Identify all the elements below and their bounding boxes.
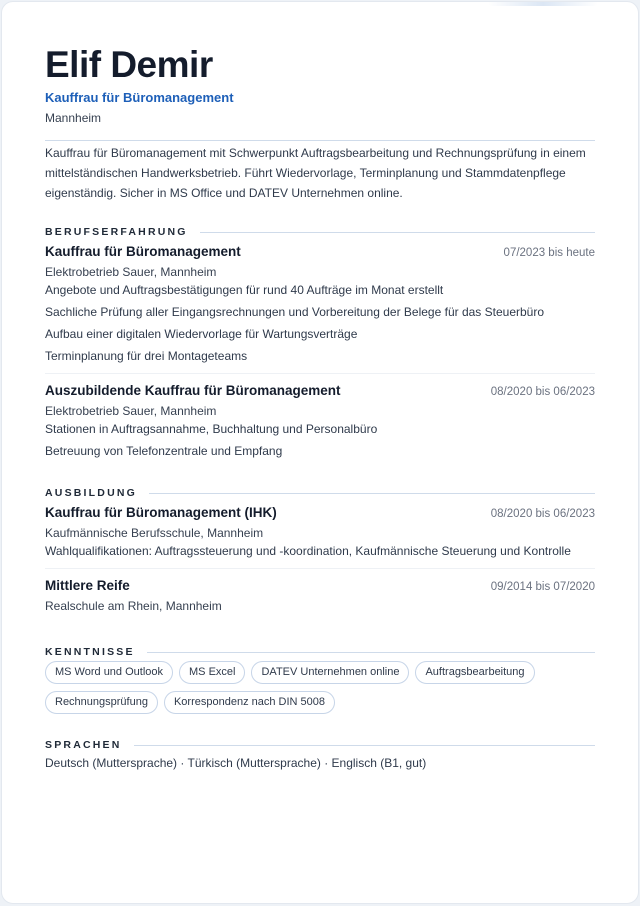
entry-title: Kauffrau für Büromanagement [45, 244, 241, 259]
entry-date: 07/2023 bis heute [503, 247, 595, 259]
bullet-item: Stationen in Auftragsannahme, Buchhaltung und Personalbüro [45, 422, 378, 436]
education-section [45, 486, 595, 615]
education-entry [45, 568, 595, 615]
languages-text: Deutsch (Muttersprache) · Türkisch (Muttersprache) · Englisch (B1, gut) [45, 756, 427, 770]
job-headline: Kauffrau für Büromanagement [45, 90, 234, 105]
entry-bullets [45, 542, 595, 560]
experience-entry [45, 373, 595, 460]
languages-section [45, 738, 595, 772]
entry-organization: Kaufmännische Berufsschule, Mannheim [45, 526, 264, 540]
entry-organization: Elektrobetrieb Sauer, Mannheim [45, 265, 217, 279]
entry-date: 08/2020 bis 06/2023 [490, 386, 595, 398]
entry-bullets [45, 420, 595, 460]
resume-header [45, 46, 595, 126]
section-title: KENNTNISSE [45, 646, 135, 658]
bullet-item: Wahlqualifikationen: Auftragssteuerung und -koordination, Kaufmännische Steuerung und Kontrolle [45, 544, 571, 558]
bullet-item: Betreuung von Telefonzentrale und Empfang [45, 444, 283, 458]
education-entry [45, 500, 595, 560]
bullet-item: Sachliche Prüfung aller Eingangsrechnungen und Vorbereitung der Belege für das Steuerbüro [45, 305, 545, 319]
entry-bullets [45, 281, 595, 365]
location: Mannheim [45, 111, 102, 125]
profile-summary: Kauffrau für Büromanagement mit Schwerpunkt Auftragsbearbeitung und Rechnungsprüfung in einem mittelständischen Handwerksbetrieb. Führt Wiedervorlage, Terminplanung und Stammdatenpflege eigenständig. Sicher in MS Office und DATEV Unternehmen online. [45, 140, 595, 203]
entry-organization: Elektrobetrieb Sauer, Mannheim [45, 404, 217, 418]
skill-chip: MS Word und Outlook [45, 661, 173, 684]
skill-chip: Auftragsbearbeitung [415, 661, 534, 684]
entry-title: Kauffrau für Büromanagement (IHK) [45, 505, 277, 520]
experience-entry [45, 239, 595, 365]
skill-chip: DATEV Unternehmen online [251, 661, 409, 684]
skill-chip: Rechnungsprüfung [45, 691, 158, 714]
skill-chip: MS Excel [179, 661, 245, 684]
section-title: SPRACHEN [45, 739, 122, 751]
section-divider [149, 493, 595, 494]
top-accent [488, 2, 598, 6]
entry-organization: Realschule am Rhein, Mannheim [45, 599, 222, 613]
section-divider [147, 652, 595, 653]
section-divider [134, 745, 595, 746]
section-divider [200, 232, 595, 233]
entry-date: 08/2020 bis 06/2023 [490, 508, 595, 520]
skills-section [45, 645, 595, 714]
resume-page [1, 1, 639, 904]
entry-title: Mittlere Reife [45, 578, 130, 593]
bullet-item: Angebote und Auftragsbestätigungen für rund 40 Aufträge im Monat erstellt [45, 283, 444, 297]
bullet-item: Aufbau einer digitalen Wiedervorlage für Wartungsverträge [45, 327, 358, 341]
person-name: Elif Demir [45, 44, 213, 85]
section-title: AUSBILDUNG [45, 487, 137, 499]
entry-title: Auszubildende Kauffrau für Büromanagement [45, 383, 341, 398]
skill-chip: Korrespondenz nach DIN 5008 [164, 691, 335, 714]
section-title: BERUFSERFAHRUNG [45, 226, 188, 238]
skill-chips [45, 661, 595, 714]
bullet-item: Terminplanung für drei Montageteams [45, 349, 248, 363]
experience-section [45, 225, 595, 460]
entry-date: 09/2014 bis 07/2020 [490, 581, 595, 593]
